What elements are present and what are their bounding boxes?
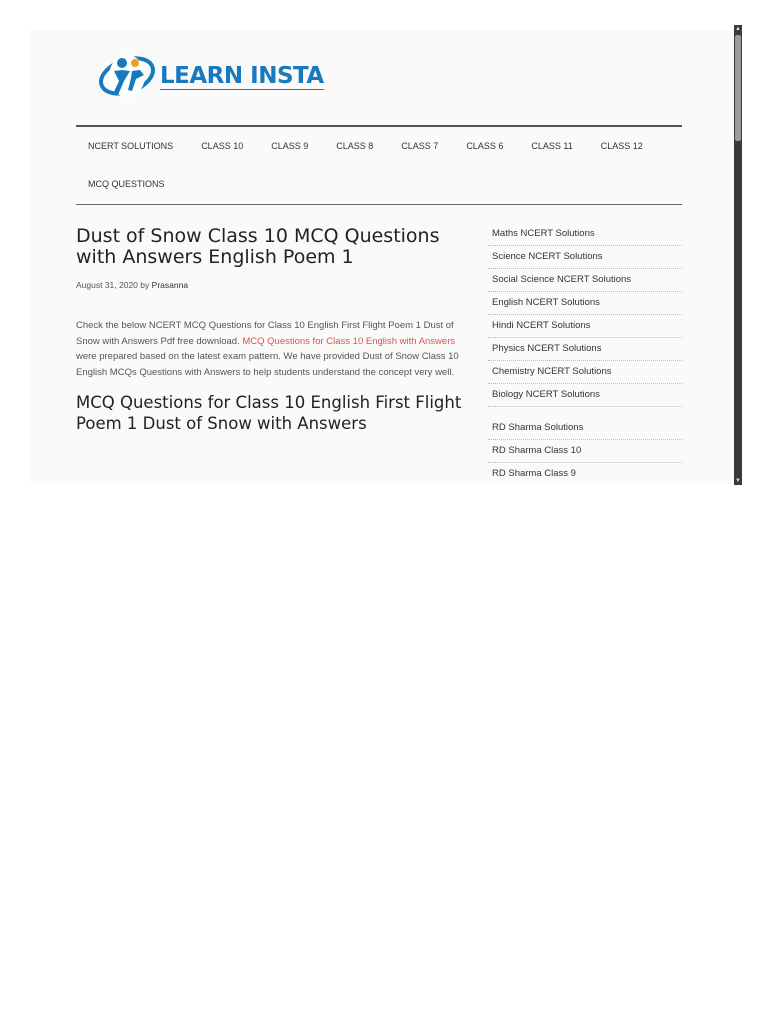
scrollbar-thumb[interactable]: [735, 35, 741, 141]
post-by: by: [140, 280, 150, 290]
section-heading: MCQ Questions for Class 10 English First Flight Poem 1 Dust of Snow with Answers: [76, 393, 462, 433]
sidebar: [488, 223, 682, 484]
nav-item[interactable]: NCERT SOLUTIONS: [88, 141, 174, 151]
sidebar-link[interactable]: RD Sharma Class 9: [488, 463, 682, 484]
sidebar-link[interactable]: RD Sharma Class 10: [488, 440, 682, 463]
article: [76, 226, 476, 434]
sidebar-link[interactable]: RD Sharma Solutions: [488, 417, 682, 440]
sidebar-link[interactable]: Biology NCERT Solutions: [488, 384, 682, 407]
nav-item[interactable]: CLASS 10: [201, 141, 244, 151]
learn-insta-logo-icon: [96, 51, 158, 101]
sidebar-link[interactable]: English NCERT Solutions: [488, 292, 682, 315]
nav-item[interactable]: CLASS 6: [466, 141, 504, 151]
vertical-scrollbar[interactable]: [734, 25, 742, 485]
page-title: Dust of Snow Class 10 MCQ Questions with Answers English Poem 1: [76, 225, 440, 268]
nav-item[interactable]: MCQ QUESTIONS: [88, 179, 165, 189]
intro-paragraph: [76, 318, 476, 380]
mcq-questions-link[interactable]: MCQ Questions for Class 10 English with Answers: [242, 335, 456, 347]
sidebar-link[interactable]: Chemistry NCERT Solutions: [488, 361, 682, 384]
nav-row-secondary: [88, 179, 165, 189]
nav-item[interactable]: CLASS 9: [271, 141, 309, 151]
scroll-up-icon[interactable]: ▲: [735, 26, 741, 32]
page-viewport: [30, 30, 734, 484]
sidebar-link[interactable]: Science NCERT Solutions: [488, 246, 682, 269]
scroll-down-icon[interactable]: ▼: [735, 478, 741, 484]
post-meta: [76, 280, 476, 290]
author-link[interactable]: Prasanna: [151, 280, 189, 290]
sidebar-ncert-list: [488, 223, 682, 407]
nav-item[interactable]: CLASS 12: [600, 141, 643, 151]
sidebar-link[interactable]: Social Science NCERT Solutions: [488, 269, 682, 292]
site-logo[interactable]: [96, 50, 324, 102]
nav-item[interactable]: CLASS 7: [401, 141, 439, 151]
nav-item[interactable]: CLASS 11: [531, 141, 573, 151]
sidebar-link[interactable]: Maths NCERT Solutions: [488, 223, 682, 246]
nav-row-primary: [88, 141, 643, 151]
sidebar-link[interactable]: Physics NCERT Solutions: [488, 338, 682, 361]
main-nav: [76, 125, 682, 205]
nav-item[interactable]: CLASS 8: [336, 141, 374, 151]
intro-text-before: Check the below NCERT MCQ Questions for Class 10 English First Flight Poem 1 Dust of Snow with Answers Pdf free download.: [76, 320, 454, 347]
sidebar-rd-sharma-list: [488, 417, 682, 484]
logo-text: LEARN INSTA: [160, 62, 324, 89]
sidebar-link[interactable]: Hindi NCERT Solutions: [488, 315, 682, 338]
intro-text-after: were prepared based on the latest exam pattern. We have provided Dust of Snow Class 10 English MCQs Questions with Answers to help students understand the concept very well.: [76, 351, 459, 378]
post-date: August 31, 2020: [76, 280, 138, 290]
